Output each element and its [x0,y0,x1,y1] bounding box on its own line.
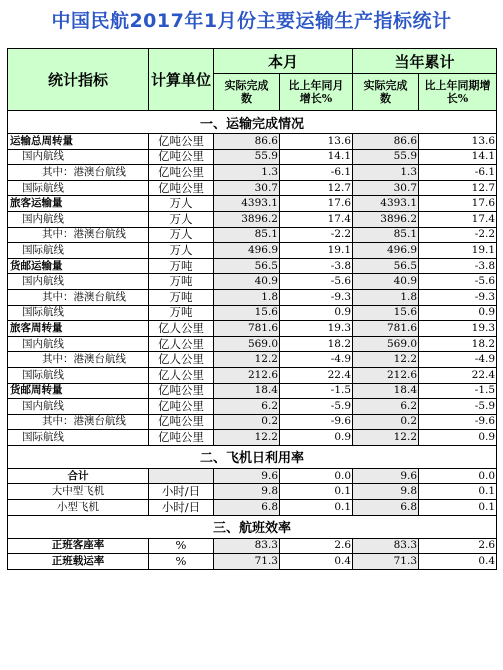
month-growth-cell: 18.2 [280,336,353,352]
table-row [8,243,497,259]
month-actual-cell: 9.8 [214,484,280,500]
row-label: 小型飞机 [8,500,149,516]
ytd-actual-cell: 83.3 [353,538,419,554]
ytd-actual-cell: 1.8 [353,289,419,305]
row-label: 国际航线 [8,367,149,383]
table-row [8,484,497,500]
ytd-actual-cell: 71.3 [353,554,419,570]
row-unit: 亿人公里 [149,336,214,352]
header-indicator: 统计指标 [8,49,149,111]
table-row [8,196,497,212]
header-ytd-growth: 比上年同期增长% [419,74,497,111]
row-label: 旅客运输量 [8,196,149,212]
row-unit: 亿吨公里 [149,430,214,446]
month-actual-cell: 12.2 [214,352,280,368]
month-growth-cell: -1.5 [280,383,353,399]
row-label: 运输总周转量 [8,134,149,150]
row-label: 国内航线 [8,274,149,290]
month-growth-cell: 0.9 [280,430,353,446]
ytd-actual-cell: 30.7 [353,180,419,196]
month-actual-cell: 30.7 [214,180,280,196]
ytd-actual-cell: 55.9 [353,149,419,165]
ytd-growth-cell: 0.9 [419,305,497,321]
ytd-actual-cell: 12.2 [353,430,419,446]
ytd-growth-cell: 12.7 [419,180,497,196]
row-label: 国际航线 [8,430,149,446]
row-unit: 亿吨公里 [149,165,214,181]
ytd-growth-cell: 18.2 [419,336,497,352]
month-actual-cell: 86.6 [214,134,280,150]
ytd-growth-cell: 14.1 [419,149,497,165]
month-actual-cell: 85.1 [214,227,280,243]
month-growth-cell: 17.4 [280,211,353,227]
ytd-actual-cell: 1.3 [353,165,419,181]
month-actual-cell: 71.3 [214,554,280,570]
table-row [8,538,497,554]
row-unit: % [149,538,214,554]
row-label: 合计 [8,468,149,484]
row-unit: 亿吨公里 [149,383,214,399]
section-header [8,111,497,134]
month-growth-cell: -9.3 [280,289,353,305]
ytd-growth-cell: 0.0 [419,468,497,484]
row-label: 国内航线 [8,211,149,227]
row-unit: 万吨 [149,289,214,305]
month-growth-cell: -6.1 [280,165,353,181]
table-row [8,289,497,305]
ytd-actual-cell: 9.8 [353,484,419,500]
row-unit: 万人 [149,243,214,259]
stats-table [7,48,497,570]
row-unit: 万吨 [149,258,214,274]
row-unit: 万吨 [149,274,214,290]
row-label: 旅客周转量 [8,321,149,337]
ytd-growth-cell: 0.9 [419,430,497,446]
month-growth-cell: -3.8 [280,258,353,274]
ytd-actual-cell: 0.2 [353,414,419,430]
row-label: 货邮周转量 [8,383,149,399]
ytd-actual-cell: 85.1 [353,227,419,243]
row-unit: 亿人公里 [149,352,214,368]
section-title: 二、飞机日利用率 [8,445,497,468]
stats-body [8,111,497,570]
ytd-actual-cell: 6.2 [353,399,419,415]
row-label: 正班载运率 [8,554,149,570]
ytd-actual-cell: 6.8 [353,500,419,516]
row-unit: 亿吨公里 [149,180,214,196]
row-label: 国际航线 [8,180,149,196]
table-row [8,227,497,243]
month-actual-cell: 1.8 [214,289,280,305]
table-row [8,383,497,399]
ytd-growth-cell: 17.6 [419,196,497,212]
month-actual-cell: 18.4 [214,383,280,399]
ytd-growth-cell: -3.8 [419,258,497,274]
month-growth-cell: 17.6 [280,196,353,212]
ytd-growth-cell: -9.3 [419,289,497,305]
ytd-actual-cell: 4393.1 [353,196,419,212]
row-label: 其中：港澳台航线 [8,352,149,368]
table-row [8,274,497,290]
section-header [8,515,497,538]
month-growth-cell: 0.4 [280,554,353,570]
month-growth-cell: -9.6 [280,414,353,430]
month-growth-cell: 13.6 [280,134,353,150]
table-row [8,468,497,484]
table-row [8,180,497,196]
table-row [8,258,497,274]
header-unit: 计算单位 [149,49,214,111]
month-actual-cell: 40.9 [214,274,280,290]
ytd-growth-cell: -2.2 [419,227,497,243]
ytd-actual-cell: 18.4 [353,383,419,399]
month-actual-cell: 55.9 [214,149,280,165]
section-title: 三、航班效率 [8,515,497,538]
month-actual-cell: 6.2 [214,399,280,415]
row-label: 正班客座率 [8,538,149,554]
row-label: 国内航线 [8,399,149,415]
header-this-month: 本月 [214,49,353,74]
month-growth-cell: 19.3 [280,321,353,337]
month-actual-cell: 1.3 [214,165,280,181]
row-label: 国内航线 [8,336,149,352]
month-growth-cell: 0.0 [280,468,353,484]
ytd-actual-cell: 86.6 [353,134,419,150]
ytd-growth-cell: 2.6 [419,538,497,554]
month-growth-cell: 14.1 [280,149,353,165]
ytd-actual-cell: 12.2 [353,352,419,368]
month-actual-cell: 6.8 [214,500,280,516]
table-row [8,554,497,570]
ytd-actual-cell: 3896.2 [353,211,419,227]
table-row [8,414,497,430]
row-label: 大中型飞机 [8,484,149,500]
row-unit: 小时/日 [149,484,214,500]
month-growth-cell: 12.7 [280,180,353,196]
row-unit: 万吨 [149,305,214,321]
table-row [8,134,497,150]
table-row [8,149,497,165]
header-row-1 [8,49,497,74]
month-actual-cell: 4393.1 [214,196,280,212]
ytd-growth-cell: -6.1 [419,165,497,181]
ytd-actual-cell: 40.9 [353,274,419,290]
row-unit: 亿吨公里 [149,414,214,430]
month-actual-cell: 12.2 [214,430,280,446]
row-label: 国际航线 [8,305,149,321]
ytd-growth-cell: 19.1 [419,243,497,259]
month-actual-cell: 496.9 [214,243,280,259]
ytd-growth-cell: -4.9 [419,352,497,368]
ytd-growth-cell: -9.6 [419,414,497,430]
table-row [8,305,497,321]
month-growth-cell: -2.2 [280,227,353,243]
month-actual-cell: 781.6 [214,321,280,337]
row-unit: 亿吨公里 [149,149,214,165]
ytd-actual-cell: 496.9 [353,243,419,259]
header-month-growth: 比上年同月增长% [280,74,353,111]
row-unit: 亿人公里 [149,321,214,337]
month-growth-cell: -5.9 [280,399,353,415]
month-actual-cell: 56.5 [214,258,280,274]
month-actual-cell: 569.0 [214,336,280,352]
ytd-growth-cell: 0.1 [419,484,497,500]
page-title: 中国民航2017年1月份主要运输生产指标统计 [51,10,452,32]
ytd-actual-cell: 781.6 [353,321,419,337]
header-ytd-actual: 实际完成数 [353,74,419,111]
ytd-growth-cell: 19.3 [419,321,497,337]
row-unit: 万人 [149,196,214,212]
row-unit: 亿吨公里 [149,399,214,415]
row-unit: 万人 [149,227,214,243]
table-row [8,211,497,227]
month-growth-cell: -4.9 [280,352,353,368]
table-row [8,430,497,446]
row-unit [149,468,214,484]
table-row [8,367,497,383]
ytd-actual-cell: 56.5 [353,258,419,274]
row-label: 其中：港澳台航线 [8,289,149,305]
ytd-growth-cell: 13.6 [419,134,497,150]
month-actual-cell: 9.6 [214,468,280,484]
header-ytd: 当年累计 [353,49,497,74]
row-unit: 小时/日 [149,500,214,516]
ytd-actual-cell: 15.6 [353,305,419,321]
month-growth-cell: -5.6 [280,274,353,290]
row-unit: % [149,554,214,570]
section-header [8,445,497,468]
row-label: 其中：港澳台航线 [8,165,149,181]
ytd-actual-cell: 569.0 [353,336,419,352]
row-unit: 亿人公里 [149,367,214,383]
row-label: 其中：港澳台航线 [8,227,149,243]
month-growth-cell: 22.4 [280,367,353,383]
month-actual-cell: 3896.2 [214,211,280,227]
month-actual-cell: 83.3 [214,538,280,554]
ytd-actual-cell: 212.6 [353,367,419,383]
table-row [8,321,497,337]
row-label: 其中：港澳台航线 [8,414,149,430]
row-label: 货邮运输量 [8,258,149,274]
ytd-growth-cell: -5.9 [419,399,497,415]
row-label: 国内航线 [8,149,149,165]
month-growth-cell: 2.6 [280,538,353,554]
ytd-growth-cell: -1.5 [419,383,497,399]
header-month-actual: 实际完成数 [214,74,280,111]
table-row [8,352,497,368]
month-growth-cell: 0.9 [280,305,353,321]
row-unit: 万人 [149,211,214,227]
ytd-growth-cell: 0.1 [419,500,497,516]
month-growth-cell: 19.1 [280,243,353,259]
month-actual-cell: 15.6 [214,305,280,321]
row-label: 国际航线 [8,243,149,259]
section-title: 一、运输完成情况 [8,111,497,134]
ytd-growth-cell: 0.4 [419,554,497,570]
row-unit: 亿吨公里 [149,134,214,150]
ytd-growth-cell: 22.4 [419,367,497,383]
month-actual-cell: 212.6 [214,367,280,383]
table-row [8,336,497,352]
table-row [8,399,497,415]
month-actual-cell: 0.2 [214,414,280,430]
ytd-actual-cell: 9.6 [353,468,419,484]
table-row [8,165,497,181]
ytd-growth-cell: 17.4 [419,211,497,227]
month-growth-cell: 0.1 [280,500,353,516]
month-growth-cell: 0.1 [280,484,353,500]
table-row [8,500,497,516]
ytd-growth-cell: -5.6 [419,274,497,290]
